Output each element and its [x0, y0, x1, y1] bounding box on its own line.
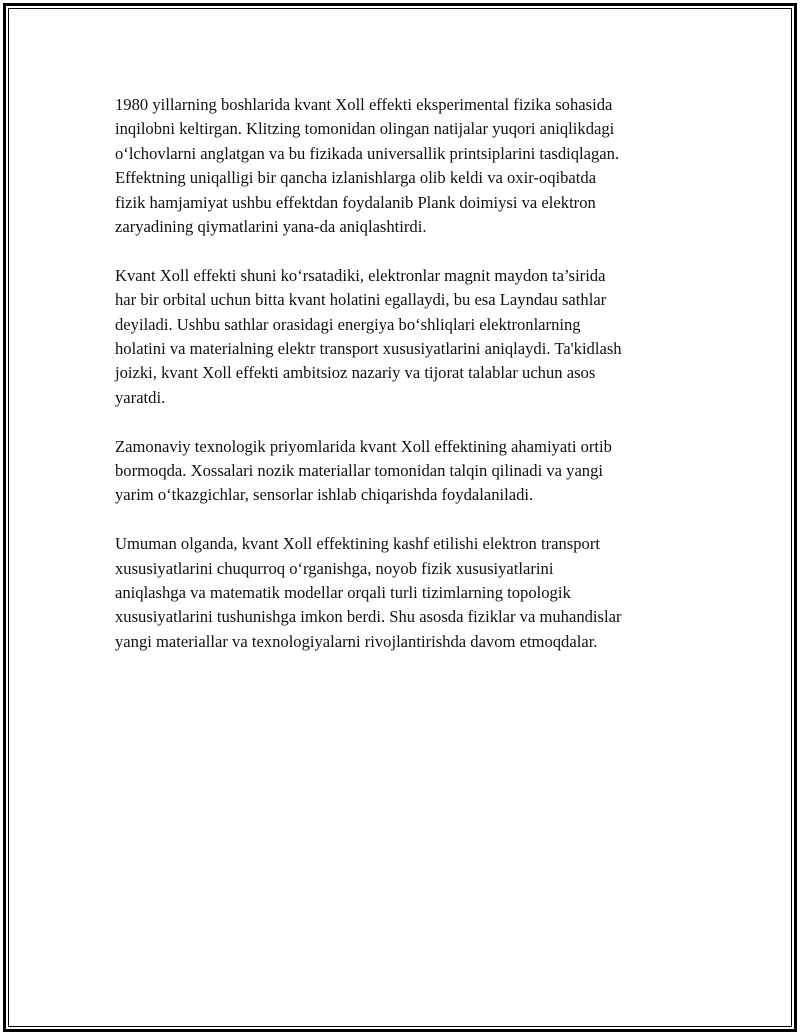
paragraph-line: fizik hamjamiyat ushbu effektdan foydalanib Plank doimiysi va elektron: [115, 192, 596, 212]
paragraph-line: holatini va materialning elektr transport xususiyatlarini aniqlaydi. Ta'kidlash: [115, 339, 622, 359]
paragraph-line: inqilobni keltirgan. Klitzing tomonidan olingan natijalar yuqori aniqlikdagi: [115, 119, 615, 139]
paragraph-line: deyiladi. Ushbu sathlar orasidagi energiya bo‘shliqlari elektronlarning: [115, 314, 581, 334]
paragraph-line: zaryadining qiymatlarini yana-da aniqlashtirdi.: [115, 217, 427, 237]
paragraph-line: o‘lchovlarni anglatgan va bu fizikada universallik printsiplarini tasdiqlagan.: [115, 143, 620, 163]
paragraph-line: aniqlashga va matematik modellar orqali turli tizimlarning topologik: [115, 583, 571, 603]
paragraph-2: [115, 264, 675, 410]
paragraph-line: Effektning uniqalligi bir qancha izlanishlarga olib keldi va oxir-oqibatda: [115, 168, 597, 188]
paragraph-line: har bir orbital uchun bitta kvant holatini egallaydi, bu esa Layndau sathlar: [115, 290, 607, 310]
paragraph-1: [115, 93, 675, 239]
paragraph-line: yaratdi.: [115, 387, 166, 407]
paragraph-line: xususiyatlarini chuqurroq o‘rganishga, noyob fizik xususiyatlarini: [115, 558, 554, 578]
paragraph-3: [115, 435, 675, 508]
paragraph-line: 1980 yillarning boshlarida kvant Xoll effekti eksperimental fizika sohasida: [115, 95, 613, 114]
paragraph-line: Zamonaviy texnologik priyomlarida kvant Xoll effektining ahamiyati ortib: [115, 436, 612, 456]
paragraph-line: xususiyatlarini tushunishga imkon berdi. Shu asosda fiziklar va muhandislar: [115, 607, 622, 627]
paragraph-line: joizki, kvant Xoll effekti ambitsioz nazariy va tijorat talablar uchun asos: [115, 363, 596, 383]
paragraph-line: Umuman olganda, kvant Xoll effektining kashf etilishi elektron transport: [115, 534, 600, 554]
paragraph-line: yarim o‘tkazgichlar, sensorlar ishlab chiqarishda foydalaniladi.: [115, 485, 534, 505]
document-body: [115, 93, 675, 679]
paragraph-line: Kvant Xoll effekti shuni ko‘rsatadiki, elektronlar magnit maydon ta’sirida: [115, 265, 606, 285]
paragraph-line: bormoqda. Xossalari nozik materiallar tomonidan talqin qilinadi va yangi: [115, 461, 604, 481]
paragraph-line: yangi materiallar va texnologiyalarni rivojlantirishda davom etmoqdalar.: [115, 631, 598, 651]
paragraph-4: [115, 532, 675, 654]
